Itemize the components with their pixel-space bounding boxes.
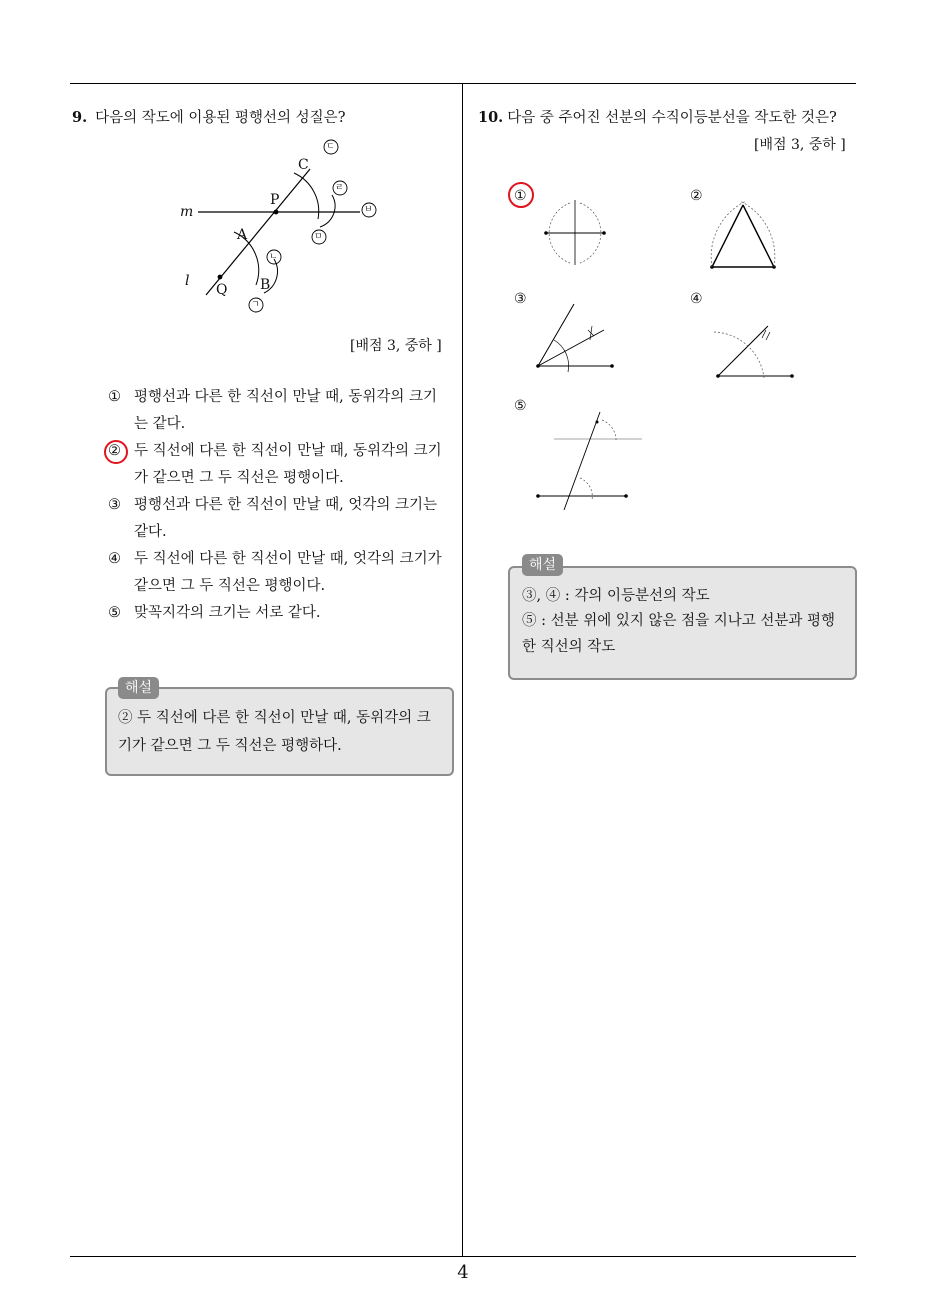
q9-option-3[interactable] xyxy=(108,492,448,546)
q9-option-5[interactable] xyxy=(108,600,448,627)
q9-options xyxy=(108,384,448,627)
q10-option-1-num[interactable]: ① xyxy=(514,188,527,204)
q9-option-1-text: 평행선과 다른 한 직선이 만날 때, 동위각의 크기는 같다. xyxy=(134,389,438,432)
bottom-rule xyxy=(70,1256,856,1257)
marker-c6: ㅂ xyxy=(364,205,373,215)
label-A: A xyxy=(237,227,248,243)
answer-mark-circle xyxy=(104,440,128,464)
q10-score: [배점 3, 중하 ] xyxy=(754,137,846,153)
q9-explanation-tag: 해설 xyxy=(118,677,159,699)
label-l: l xyxy=(185,273,190,289)
q10-figure-5 xyxy=(532,408,647,513)
q10-title xyxy=(478,108,837,128)
label-C: C xyxy=(298,157,309,173)
q10-explanation-line-1: ③, ④ : 각의 이등분선의 작도 xyxy=(522,588,710,604)
q9-option-1-num: ① xyxy=(108,389,121,405)
top-rule xyxy=(70,83,856,84)
q9-figure xyxy=(170,135,390,315)
q9-score: [배점 3, 중하 ] xyxy=(350,338,442,354)
q9-figure-svg xyxy=(170,135,390,315)
q9-option-4-num: ④ xyxy=(108,551,121,567)
label-B: B xyxy=(260,277,271,293)
q10-figure-3 xyxy=(532,300,617,375)
q10-answer-mark-circle xyxy=(508,182,534,208)
q9-number: 9. xyxy=(72,109,88,126)
page-number: 4 xyxy=(457,1262,469,1283)
marker-c2: ㄴ xyxy=(269,252,278,262)
q9-title xyxy=(72,108,345,128)
q9-option-2-text: 두 직선에 다른 한 직선이 만날 때, 동위각의 크기가 같으면 그 두 직선은 평행이다. xyxy=(134,443,442,486)
marker-c4: ㄹ xyxy=(335,183,344,193)
q10-figure-4 xyxy=(710,318,800,383)
q10-explanation-line-2: ⑤ : 선분 위에 있지 않은 점을 지나고 선분과 평행한 직선의 작도 xyxy=(522,613,835,655)
label-Q: Q xyxy=(216,282,228,298)
q10-option-4-num[interactable]: ④ xyxy=(690,291,703,307)
q9-option-4[interactable] xyxy=(108,546,448,600)
q10-number: 10. xyxy=(478,109,504,126)
q9-question: 다음의 작도에 이용된 평행선의 성질은? xyxy=(95,110,346,126)
q9-option-5-num: ⑤ xyxy=(108,605,121,621)
marker-c5: ㅁ xyxy=(314,232,323,242)
q10-option-5-num[interactable]: ⑤ xyxy=(514,398,527,414)
q9-option-4-text: 두 직선에 다른 한 직선이 만날 때, 엇각의 크기가 같으면 그 두 직선은 평행이다. xyxy=(134,551,442,594)
q9-option-2-num: ② xyxy=(108,443,121,459)
q10-question: 다음 중 주어진 선분의 수직이등분선을 작도한 것은? xyxy=(507,110,837,126)
column-divider xyxy=(462,83,463,1257)
q10-option-2-num[interactable]: ② xyxy=(690,188,703,204)
label-P: P xyxy=(270,192,280,208)
q9-option-5-text: 맞꼭지각의 크기는 서로 같다. xyxy=(134,605,321,621)
q10-explanation-tag: 해설 xyxy=(522,554,563,576)
q9-explanation-text: ② 두 직선에 다른 한 직선이 만날 때, 동위각의 크기가 같으면 그 두 직선은 평행하다. xyxy=(118,710,431,754)
marker-c1: ㄱ xyxy=(251,300,260,310)
q9-option-1[interactable] xyxy=(108,384,448,438)
q10-option-3-num[interactable]: ③ xyxy=(514,291,527,307)
q9-option-2[interactable] xyxy=(108,438,448,492)
marker-c3: ㄷ xyxy=(326,142,335,152)
q9-option-3-num: ③ xyxy=(108,497,121,513)
label-m: m xyxy=(180,204,194,220)
q10-figure-2 xyxy=(706,195,781,275)
q9-option-3-text: 평행선과 다른 한 직선이 만날 때, 엇각의 크기는 같다. xyxy=(134,497,438,540)
q10-figure-1 xyxy=(540,195,610,270)
